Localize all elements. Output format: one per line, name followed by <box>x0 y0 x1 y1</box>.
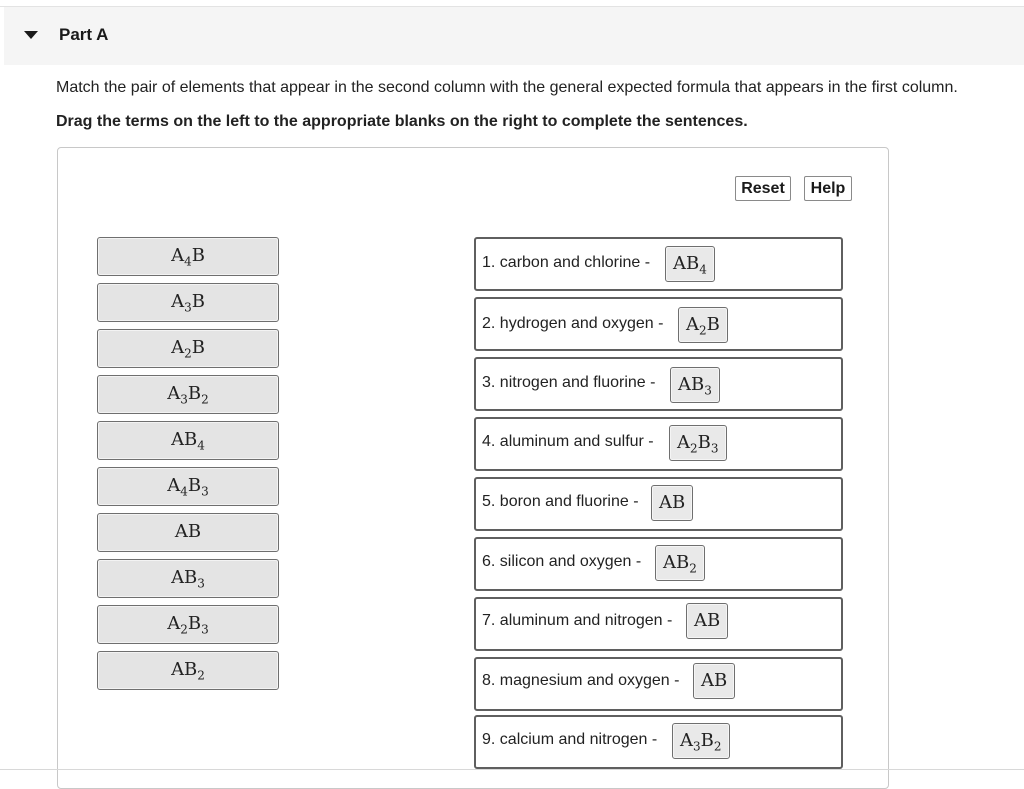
term-tile[interactable]: $A_2B$ <box>97 329 279 368</box>
sentence-text: 1. carbon and chlorine - <box>482 254 651 271</box>
help-button[interactable]: Help <box>804 176 852 201</box>
sentence-text: 2. hydrogen and oxygen - <box>482 315 664 332</box>
term-tile[interactable]: $AB_2$ <box>97 651 279 690</box>
sentence-target-box <box>474 297 843 351</box>
term-tile[interactable]: $A_2B_3$ <box>97 605 279 644</box>
instruction-drag-text: Drag the terms on the left to the appropriate blanks on the right to complete the sentences. <box>56 113 748 130</box>
sentence-target-box <box>474 477 843 531</box>
term-tile[interactable]: $A_3B$ <box>97 283 279 322</box>
drop-blank-filled[interactable]: $A_2B$ <box>678 307 728 343</box>
sentence-target-box <box>474 657 843 711</box>
sentence-text: 4. aluminum and sulfur - <box>482 433 654 450</box>
drop-blank-filled[interactable]: $AB_2$ <box>655 545 705 581</box>
sentence-target-box <box>474 537 843 591</box>
part-title: Part A <box>59 25 109 44</box>
sentence-target-box <box>474 715 843 769</box>
drop-blank-filled[interactable]: $A_3B_2$ <box>672 723 730 759</box>
drop-blank-filled[interactable]: AB <box>651 485 693 521</box>
drop-blank-filled[interactable]: $A_2B_3$ <box>669 425 727 461</box>
term-tile[interactable]: $A_4B$ <box>97 237 279 276</box>
sentence-text: 8. magnesium and oxygen - <box>482 672 680 689</box>
instruction-text: Match the pair of elements that appear in the second column with the general expected formula that appears in the first column. <box>56 79 958 96</box>
drop-blank-filled[interactable]: $AB_4$ <box>665 246 715 282</box>
term-tile[interactable]: $A_3B_2$ <box>97 375 279 414</box>
sentence-text: 3. nitrogen and fluorine - <box>482 374 656 391</box>
sentence-text: 9. calcium and nitrogen - <box>482 731 658 748</box>
term-tile[interactable]: $AB_4$ <box>97 421 279 460</box>
term-tile[interactable]: $AB_3$ <box>97 559 279 598</box>
drop-blank-filled[interactable]: $AB_3$ <box>670 367 720 403</box>
sentence-target-box <box>474 357 843 411</box>
sentence-text: 6. silicon and oxygen - <box>482 553 642 570</box>
drop-blank-filled[interactable]: AB <box>686 603 728 639</box>
caret-down-icon[interactable] <box>24 31 38 39</box>
sentence-target-box <box>474 597 843 651</box>
reset-button[interactable]: Reset <box>735 176 791 201</box>
sentence-target-box <box>474 237 843 291</box>
drop-blank-filled[interactable]: AB <box>693 663 735 699</box>
sentence-target-box <box>474 417 843 471</box>
term-tile[interactable]: AB <box>97 513 279 552</box>
part-header[interactable] <box>4 7 1024 65</box>
sentence-text: 5. boron and fluorine - <box>482 493 639 510</box>
term-tile[interactable]: $A_4B_3$ <box>97 467 279 506</box>
sentence-text: 7. aluminum and nitrogen - <box>482 612 673 629</box>
